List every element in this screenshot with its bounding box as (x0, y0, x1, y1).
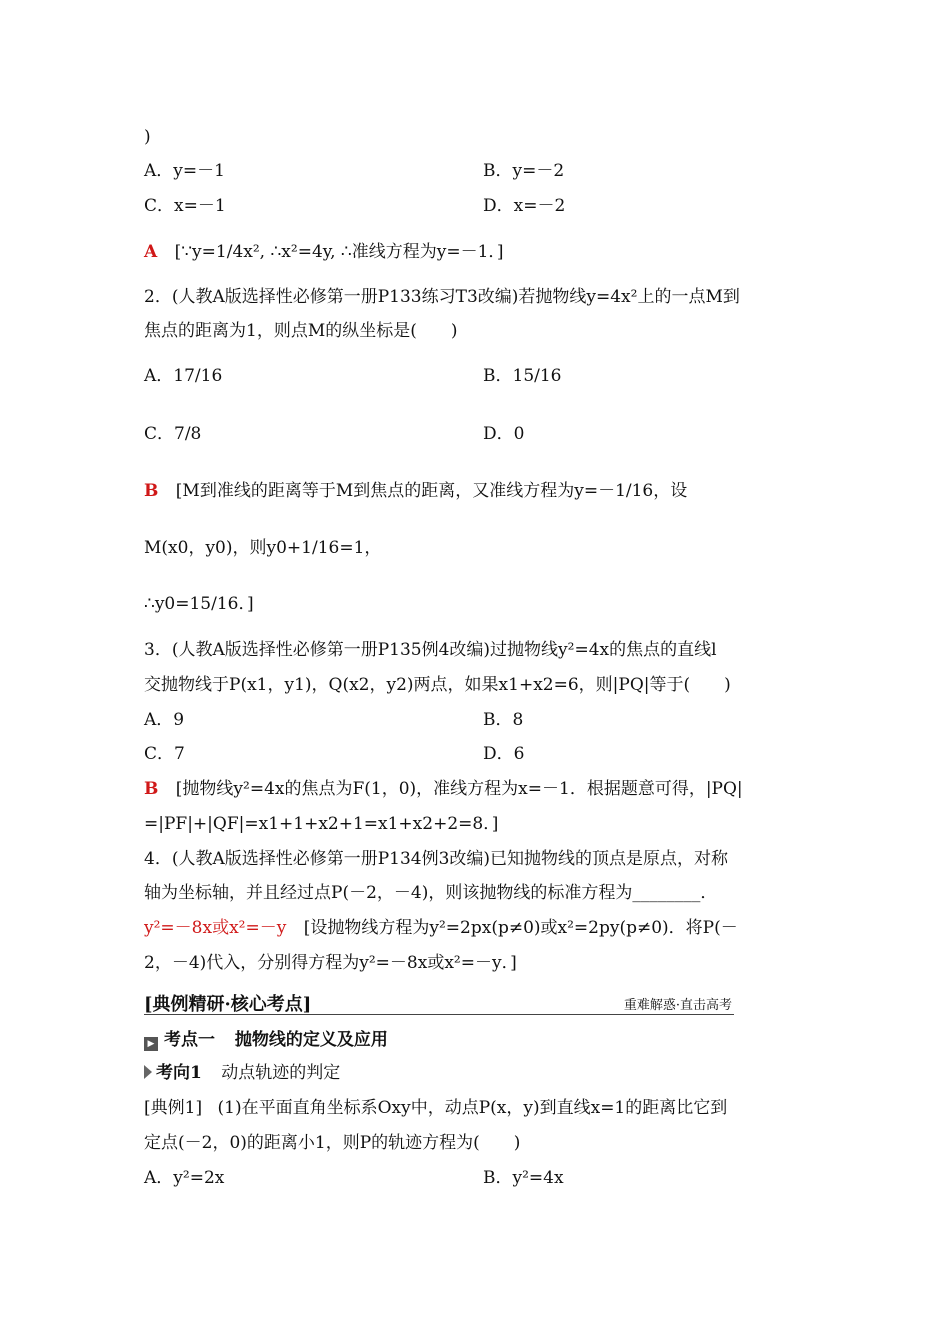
q1-option-c: C．x=－1 (144, 196, 226, 216)
q3-answer-label: B (144, 779, 159, 799)
example-option-a: A．y²=2x (144, 1168, 225, 1188)
q4-answer-line2: 2，－4)代入，分别得方程为y²=－8x或x²=－y．] (144, 953, 517, 973)
play-triangle-icon: ▶ (144, 1037, 158, 1051)
kaodian-title: 抛物线的定义及应用 (234, 1030, 388, 1050)
example-line1 (144, 1098, 727, 1118)
q1-option-b: B．y=－2 (483, 161, 565, 181)
q3-stem-line2: 交抛物线于P(x1，y1)，Q(x2，y2)两点，如果x1+x2=6，则|PQ|等于( ) (144, 675, 731, 695)
example-tag: [典例1] (144, 1098, 203, 1118)
q3-option-b: B．8 (483, 710, 524, 730)
kaodian-label: 考点一 (164, 1030, 215, 1050)
q2-option-c-value: 7/8 (174, 424, 202, 444)
q2-stem-line1: 2．(人教A版选择性必修第一册P133练习T3改编)若抛物线y=4x²上的一点M到 (144, 287, 740, 307)
q3-stem-line1: 3．(人教A版选择性必修第一册P135例4改编)过抛物线y²=4x的焦点的直线l (144, 640, 717, 660)
q4-stem-line2: 轴为坐标轴，并且经过点P(－2，－4)，则该抛物线的标准方程为________． (144, 883, 718, 903)
q2-answer-line2: M(x0，y0)，则y0+1/16=1， (144, 538, 382, 558)
q1-option-a: A．y=－1 (144, 161, 225, 181)
q2-option-d: D．0 (483, 424, 525, 444)
q3-option-d: D．6 (483, 744, 525, 764)
q2-answer-line1 (144, 481, 687, 501)
kaoxiang-title: 动点轨迹的判定 (221, 1063, 341, 1083)
q2-option-b-value: 15/16 (512, 366, 562, 386)
q2-answer-text1: [M到准线的距离等于M到焦点的距离，又准线方程为y=－1/16，设 (175, 481, 688, 501)
q2-option-a-value: 17/16 (173, 366, 223, 386)
q1-answer (144, 242, 504, 262)
q4-answer-red: y²=－8x或x²=－y (144, 918, 287, 938)
arrow-right-icon (144, 1065, 152, 1079)
q2-option-a: A．17/16 (144, 366, 223, 386)
q2-option-b: B．15/16 (483, 366, 562, 386)
q4-answer-line1 (144, 918, 738, 938)
kaoxiang-label: 考向1 (156, 1063, 202, 1083)
section-title: [典例精研·核心考点] (144, 994, 312, 1015)
q2-answer-label: B (144, 481, 159, 501)
section-subtitle: 重难解惑·直击高考 (623, 998, 732, 1013)
q4-stem-line1: 4．(人教A版选择性必修第一册P134例3改编)已知抛物线的顶点是原点，对称 (144, 849, 729, 869)
q3-option-a: A．9 (144, 710, 185, 730)
q3-answer-line2: =|PF|+|QF|=x1+1+x2+1=x1+x2+2=8．] (144, 814, 499, 834)
q3-answer-text1: [抛物线y²=4x的焦点为F(1，0)，准线方程为x=－1．根据题意可得，|PQ| (175, 779, 743, 799)
q2-stem-line2: 焦点的距离为1，则点M的纵坐标是( ) (144, 321, 458, 341)
q1-answer-label: A (144, 242, 158, 262)
section-banner (144, 988, 734, 1015)
top-paren: ) (144, 127, 151, 147)
kaoxiang-heading (144, 1063, 340, 1083)
example-option-b: B．y²=4x (483, 1168, 564, 1188)
q2-answer-line3: ∴y0=15/16．] (144, 594, 254, 614)
kaodian-heading (144, 1030, 388, 1051)
q4-answer-text1: [设抛物线方程为y²=2px(p≠0)或x²=2py(p≠0)．将P(－ (303, 918, 738, 938)
q1-answer-text: [∵y=1/4x², ∴x²=4y, ∴准线方程为y=－1．] (174, 242, 504, 262)
example-line2: 定点(－2，0)的距离小1，则P的轨迹方程为( ) (144, 1133, 521, 1153)
example-text1: (1)在平面直角坐标系Oxy中，动点P(x，y)到直线x=1的距离比它到 (217, 1098, 728, 1118)
q3-option-c: C．7 (144, 744, 185, 764)
q2-option-c: C．7/8 (144, 424, 202, 444)
q3-answer-line1 (144, 779, 743, 799)
q1-option-d: D．x=－2 (483, 196, 566, 216)
